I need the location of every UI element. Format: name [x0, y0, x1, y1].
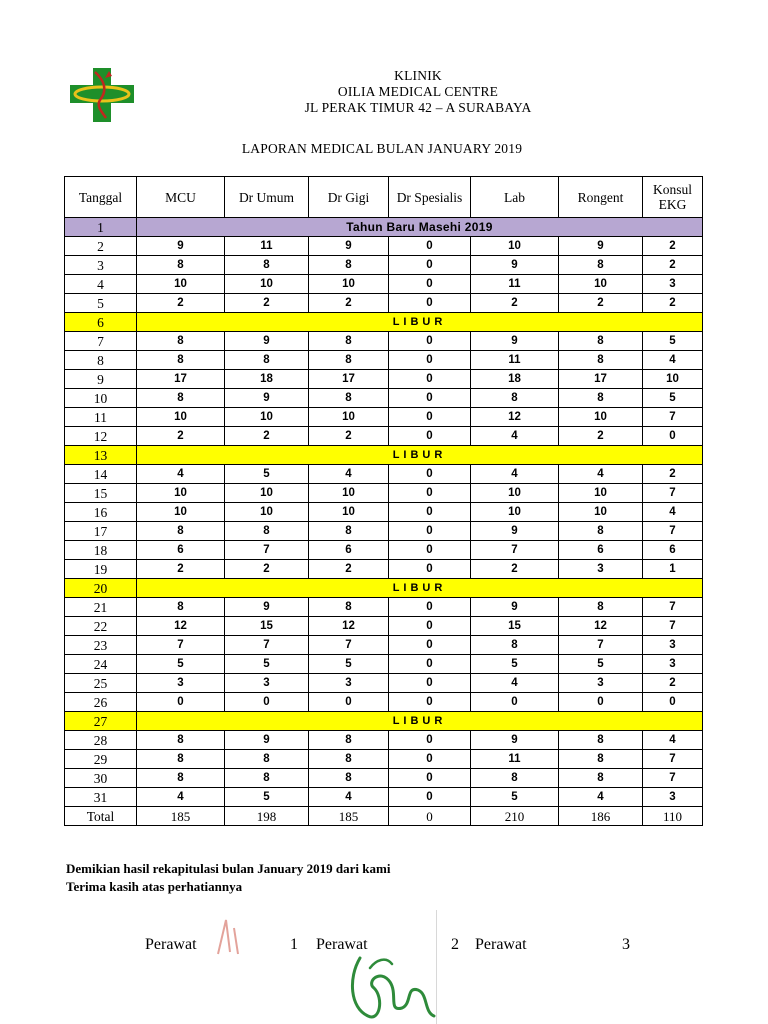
day-cell: 25	[65, 674, 137, 693]
value-cell: 0	[389, 655, 471, 674]
value-cell: 0	[643, 427, 703, 446]
value-cell: 18	[225, 370, 309, 389]
value-cell: 4	[471, 427, 559, 446]
value-cell: 4	[137, 788, 225, 807]
table-row	[65, 256, 703, 275]
table-body	[65, 218, 703, 826]
value-cell: 0	[389, 256, 471, 275]
value-cell: 10	[225, 484, 309, 503]
value-cell: 2	[225, 427, 309, 446]
value-cell: 6	[643, 541, 703, 560]
value-cell: 0	[389, 408, 471, 427]
value-cell: 18	[471, 370, 559, 389]
value-cell: 8	[309, 731, 389, 750]
value-cell: 11	[471, 351, 559, 370]
value-cell: 4	[643, 351, 703, 370]
column-header: Dr Gigi	[309, 177, 389, 218]
day-cell: 9	[65, 370, 137, 389]
header-line-3: JL PERAK TIMUR 42 – A SURABAYA	[304, 100, 532, 115]
value-cell: 9	[225, 598, 309, 617]
table-row	[65, 218, 703, 237]
day-cell: 11	[65, 408, 137, 427]
value-cell: 8	[309, 598, 389, 617]
table-row	[65, 655, 703, 674]
day-cell: 27	[65, 712, 137, 731]
value-cell: 8	[471, 389, 559, 408]
value-cell: 2	[471, 294, 559, 313]
value-cell: 8	[559, 332, 643, 351]
day-cell: 3	[65, 256, 137, 275]
value-cell: 17	[137, 370, 225, 389]
value-cell: 0	[389, 237, 471, 256]
value-cell: 4	[559, 465, 643, 484]
value-cell: 17	[559, 370, 643, 389]
value-cell: 6	[309, 541, 389, 560]
signature-number-1: 1	[290, 936, 298, 953]
table-row	[65, 579, 703, 598]
value-cell: 0	[389, 522, 471, 541]
table-row	[65, 294, 703, 313]
report-title: LAPORAN MEDICAL BULAN JANUARY 2019	[241, 141, 523, 156]
total-cell: 198	[225, 807, 309, 826]
table-row	[65, 275, 703, 294]
value-cell: 2	[559, 427, 643, 446]
header-line-2: OILIA MEDICAL CENTRE	[337, 84, 499, 99]
value-cell: 5	[643, 332, 703, 351]
value-cell: 9	[471, 731, 559, 750]
value-cell: 2	[137, 427, 225, 446]
day-cell: 12	[65, 427, 137, 446]
table-row	[65, 560, 703, 579]
value-cell: 3	[559, 560, 643, 579]
value-cell: 8	[309, 389, 389, 408]
day-cell: 2	[65, 237, 137, 256]
value-cell: 8	[471, 636, 559, 655]
value-cell: 2	[643, 294, 703, 313]
value-cell: 3	[643, 636, 703, 655]
total-row	[65, 807, 703, 826]
value-cell: 8	[559, 256, 643, 275]
value-cell: 2	[225, 294, 309, 313]
value-cell: 2	[309, 427, 389, 446]
value-cell: 10	[309, 503, 389, 522]
value-cell: 0	[389, 294, 471, 313]
value-cell: 0	[471, 693, 559, 712]
libur-note: LIBUR	[137, 712, 703, 731]
value-cell: 8	[559, 731, 643, 750]
value-cell: 2	[225, 560, 309, 579]
table-row	[65, 237, 703, 256]
header-line-1: KLINIK	[394, 68, 442, 83]
value-cell: 10	[309, 275, 389, 294]
table-row	[65, 351, 703, 370]
value-cell: 10	[559, 408, 643, 427]
value-cell: 10	[471, 503, 559, 522]
value-cell: 12	[137, 617, 225, 636]
value-cell: 8	[309, 351, 389, 370]
value-cell: 5	[559, 655, 643, 674]
signature-number-3: 3	[622, 936, 630, 953]
day-cell: 16	[65, 503, 137, 522]
value-cell: 10	[225, 275, 309, 294]
table-row	[65, 503, 703, 522]
value-cell: 12	[471, 408, 559, 427]
day-cell: 1	[65, 218, 137, 237]
value-cell: 5	[309, 655, 389, 674]
value-cell: 8	[225, 769, 309, 788]
handwritten-signature	[340, 938, 440, 1024]
value-cell: 7	[309, 636, 389, 655]
value-cell: 0	[559, 693, 643, 712]
table-row	[65, 617, 703, 636]
value-cell: 7	[643, 750, 703, 769]
value-cell: 3	[309, 674, 389, 693]
value-cell: 9	[225, 332, 309, 351]
value-cell: 8	[559, 351, 643, 370]
day-cell: 29	[65, 750, 137, 769]
value-cell: 0	[389, 275, 471, 294]
clinic-header	[233, 68, 603, 116]
value-cell: 8	[309, 769, 389, 788]
value-cell: 0	[389, 560, 471, 579]
value-cell: 8	[137, 351, 225, 370]
value-cell: 0	[389, 693, 471, 712]
value-cell: 8	[471, 769, 559, 788]
value-cell: 6	[137, 541, 225, 560]
day-cell: 4	[65, 275, 137, 294]
value-cell: 9	[471, 332, 559, 351]
value-cell: 1	[643, 560, 703, 579]
holiday-note: Tahun Baru Masehi 2019	[137, 218, 703, 237]
day-cell: 31	[65, 788, 137, 807]
value-cell: 11	[471, 275, 559, 294]
value-cell: 8	[137, 522, 225, 541]
value-cell: 2	[643, 256, 703, 275]
value-cell: 0	[389, 370, 471, 389]
value-cell: 2	[309, 294, 389, 313]
value-cell: 0	[309, 693, 389, 712]
total-cell: 210	[471, 807, 559, 826]
value-cell: 8	[137, 769, 225, 788]
value-cell: 8	[309, 522, 389, 541]
value-cell: 10	[137, 484, 225, 503]
value-cell: 17	[309, 370, 389, 389]
value-cell: 0	[389, 351, 471, 370]
value-cell: 8	[559, 522, 643, 541]
value-cell: 10	[309, 484, 389, 503]
value-cell: 7	[225, 636, 309, 655]
table-row	[65, 693, 703, 712]
footer-line-2: Terima kasih atas perhatiannya	[66, 879, 243, 894]
value-cell: 9	[309, 237, 389, 256]
signature-label-1: Perawat	[145, 936, 197, 953]
value-cell: 7	[643, 408, 703, 427]
column-header: Lab	[471, 177, 559, 218]
value-cell: 10	[559, 275, 643, 294]
value-cell: 0	[389, 598, 471, 617]
value-cell: 12	[559, 617, 643, 636]
value-cell: 2	[309, 560, 389, 579]
table-row	[65, 370, 703, 389]
value-cell: 9	[225, 389, 309, 408]
value-cell: 11	[471, 750, 559, 769]
table-row	[65, 465, 703, 484]
value-cell: 7	[225, 541, 309, 560]
value-cell: 0	[389, 503, 471, 522]
table-row	[65, 389, 703, 408]
table-row	[65, 427, 703, 446]
column-header: Rongent	[559, 177, 643, 218]
value-cell: 6	[559, 541, 643, 560]
value-cell: 0	[389, 332, 471, 351]
value-cell: 9	[471, 598, 559, 617]
value-cell: 10	[137, 408, 225, 427]
day-cell: 24	[65, 655, 137, 674]
value-cell: 0	[389, 769, 471, 788]
value-cell: 5	[225, 788, 309, 807]
value-cell: 4	[309, 465, 389, 484]
total-cell: 0	[389, 807, 471, 826]
value-cell: 8	[559, 598, 643, 617]
libur-note: LIBUR	[137, 446, 703, 465]
value-cell: 0	[389, 541, 471, 560]
value-cell: 0	[389, 731, 471, 750]
value-cell: 8	[225, 256, 309, 275]
value-cell: 5	[137, 655, 225, 674]
day-cell: 20	[65, 579, 137, 598]
value-cell: 5	[225, 655, 309, 674]
value-cell: 8	[559, 750, 643, 769]
value-cell: 8	[309, 332, 389, 351]
value-cell: 9	[471, 522, 559, 541]
value-cell: 7	[643, 617, 703, 636]
value-cell: 9	[225, 731, 309, 750]
value-cell: 0	[389, 465, 471, 484]
value-cell: 0	[389, 674, 471, 693]
column-header: Konsul EKG	[643, 177, 703, 218]
value-cell: 8	[137, 598, 225, 617]
value-cell: 7	[643, 769, 703, 788]
value-cell: 8	[309, 750, 389, 769]
total-cell: 185	[309, 807, 389, 826]
report-table	[64, 176, 703, 826]
value-cell: 4	[471, 674, 559, 693]
table-row	[65, 598, 703, 617]
day-cell: 14	[65, 465, 137, 484]
value-cell: 4	[309, 788, 389, 807]
value-cell: 0	[389, 750, 471, 769]
footer-line-1: Demikian hasil rekapitulasi bulan January 2019 dari kami	[66, 861, 391, 876]
value-cell: 3	[225, 674, 309, 693]
value-cell: 7	[643, 598, 703, 617]
day-cell: 30	[65, 769, 137, 788]
value-cell: 10	[225, 408, 309, 427]
value-cell: 8	[309, 256, 389, 275]
value-cell: 10	[309, 408, 389, 427]
table-row	[65, 332, 703, 351]
value-cell: 8	[137, 256, 225, 275]
value-cell: 2	[137, 560, 225, 579]
value-cell: 0	[225, 693, 309, 712]
value-cell: 8	[137, 750, 225, 769]
table-row	[65, 522, 703, 541]
value-cell: 2	[471, 560, 559, 579]
day-cell: 5	[65, 294, 137, 313]
value-cell: 10	[137, 275, 225, 294]
value-cell: 10	[471, 484, 559, 503]
value-cell: 7	[471, 541, 559, 560]
value-cell: 2	[137, 294, 225, 313]
value-cell: 15	[471, 617, 559, 636]
value-cell: 0	[389, 617, 471, 636]
value-cell: 8	[225, 750, 309, 769]
day-cell: 28	[65, 731, 137, 750]
day-cell: 7	[65, 332, 137, 351]
value-cell: 15	[225, 617, 309, 636]
day-cell: 18	[65, 541, 137, 560]
value-cell: 10	[137, 503, 225, 522]
report-footer	[66, 860, 390, 896]
value-cell: 2	[643, 237, 703, 256]
value-cell: 5	[225, 465, 309, 484]
table-row	[65, 636, 703, 655]
table-row	[65, 769, 703, 788]
day-cell: 13	[65, 446, 137, 465]
value-cell: 10	[471, 237, 559, 256]
day-cell: 19	[65, 560, 137, 579]
value-cell: 8	[225, 351, 309, 370]
clinic-logo	[68, 66, 142, 124]
value-cell: 4	[643, 731, 703, 750]
value-cell: 10	[559, 503, 643, 522]
value-cell: 3	[559, 674, 643, 693]
value-cell: 8	[559, 769, 643, 788]
value-cell: 0	[389, 389, 471, 408]
value-cell: 8	[559, 389, 643, 408]
table-row	[65, 674, 703, 693]
value-cell: 2	[643, 465, 703, 484]
value-cell: 7	[643, 484, 703, 503]
value-cell: 8	[225, 522, 309, 541]
table-row	[65, 712, 703, 731]
value-cell: 10	[559, 484, 643, 503]
value-cell: 10	[643, 370, 703, 389]
table-header-row	[65, 177, 703, 218]
value-cell: 12	[309, 617, 389, 636]
value-cell: 3	[643, 655, 703, 674]
libur-note: LIBUR	[137, 579, 703, 598]
column-header: Dr Umum	[225, 177, 309, 218]
day-cell: 22	[65, 617, 137, 636]
value-cell: 4	[137, 465, 225, 484]
value-cell: 9	[471, 256, 559, 275]
value-cell: 4	[559, 788, 643, 807]
column-header: MCU	[137, 177, 225, 218]
value-cell: 5	[643, 389, 703, 408]
value-cell: 7	[137, 636, 225, 655]
total-label: Total	[65, 807, 137, 826]
value-cell: 9	[137, 237, 225, 256]
day-cell: 21	[65, 598, 137, 617]
red-stamp-mark	[212, 914, 248, 960]
column-header: Tanggal	[65, 177, 137, 218]
table-row	[65, 731, 703, 750]
value-cell: 4	[643, 503, 703, 522]
value-cell: 0	[643, 693, 703, 712]
day-cell: 6	[65, 313, 137, 332]
day-cell: 23	[65, 636, 137, 655]
signature-label-3: Perawat	[475, 936, 527, 953]
value-cell: 0	[389, 484, 471, 503]
value-cell: 8	[137, 332, 225, 351]
value-cell: 9	[559, 237, 643, 256]
total-cell: 186	[559, 807, 643, 826]
signature-number-2: 2	[451, 936, 459, 953]
value-cell: 8	[137, 389, 225, 408]
value-cell: 8	[137, 731, 225, 750]
value-cell: 2	[559, 294, 643, 313]
value-cell: 0	[389, 636, 471, 655]
total-cell: 185	[137, 807, 225, 826]
column-header: Dr Spesialis	[389, 177, 471, 218]
value-cell: 0	[137, 693, 225, 712]
day-cell: 17	[65, 522, 137, 541]
value-cell: 5	[471, 788, 559, 807]
value-cell: 3	[643, 788, 703, 807]
value-cell: 3	[643, 275, 703, 294]
value-cell: 0	[389, 788, 471, 807]
day-cell: 8	[65, 351, 137, 370]
total-cell: 110	[643, 807, 703, 826]
value-cell: 11	[225, 237, 309, 256]
value-cell: 2	[643, 674, 703, 693]
signature-label-2: Perawat	[316, 936, 368, 953]
libur-note: LIBUR	[137, 313, 703, 332]
value-cell: 4	[471, 465, 559, 484]
value-cell: 7	[643, 522, 703, 541]
table-row	[65, 541, 703, 560]
value-cell: 0	[389, 427, 471, 446]
table-row	[65, 446, 703, 465]
value-cell: 5	[471, 655, 559, 674]
value-cell: 10	[225, 503, 309, 522]
table-row	[65, 750, 703, 769]
value-cell: 3	[137, 674, 225, 693]
value-cell: 7	[559, 636, 643, 655]
table-row	[65, 484, 703, 503]
table-row	[65, 313, 703, 332]
day-cell: 15	[65, 484, 137, 503]
day-cell: 10	[65, 389, 137, 408]
table-row	[65, 788, 703, 807]
day-cell: 26	[65, 693, 137, 712]
table-row	[65, 408, 703, 427]
